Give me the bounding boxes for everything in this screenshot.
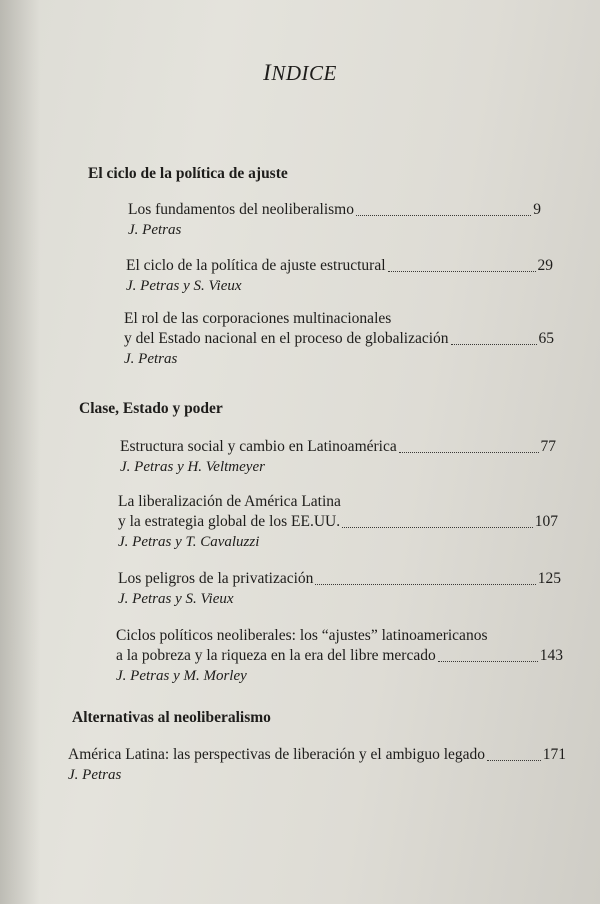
entry-title-continued: y del Estado nacional en el proceso de globalización (124, 330, 449, 347)
entry-title: Ciclos políticos neoliberales: los “ajustes” latinoamericanos (116, 627, 488, 644)
page-shadow (0, 0, 40, 904)
entry-title: Los peligros de la privatización (118, 570, 314, 587)
page-number: 65 (538, 330, 554, 347)
entry-author: J. Petras y H. Veltmeyer (120, 459, 265, 475)
page-number: 9 (533, 201, 541, 218)
dot-leader (356, 215, 531, 216)
dot-leader (451, 344, 537, 345)
toc-entry (118, 569, 561, 609)
toc-entry-line (120, 437, 556, 457)
entry-author: J. Petras y S. Vieux (126, 278, 242, 294)
dot-leader (315, 584, 535, 585)
page-number: 143 (539, 647, 563, 664)
toc-entry-line (124, 329, 554, 349)
entry-title: Estructura social y cambio en Latinoamérica (120, 438, 397, 455)
entry-title: La liberalización de América Latina (118, 493, 341, 510)
toc-entry (128, 200, 541, 240)
section-heading: Clase, Estado y poder (79, 400, 223, 417)
entry-author: J. Petras (68, 767, 122, 783)
entry-author: J. Petras y M. Morley (116, 668, 247, 684)
title-rest: NDICE (271, 61, 337, 85)
dot-leader (399, 452, 539, 453)
toc-entry-line (118, 569, 561, 589)
entry-author: J. Petras (128, 222, 182, 238)
section-heading: Alternativas al neoliberalismo (72, 709, 271, 726)
page-number: 107 (534, 513, 558, 530)
page-number: 125 (537, 570, 561, 587)
toc-entry (120, 437, 556, 477)
dot-leader (438, 661, 538, 662)
page-title (0, 60, 600, 86)
title-initial: I (263, 60, 272, 85)
entry-author: J. Petras y S. Vieux (118, 591, 234, 607)
toc-entry (124, 309, 554, 369)
toc-entry-line (126, 256, 553, 276)
dot-leader (388, 271, 536, 272)
entry-author: J. Petras y T. Cavaluzzi (118, 534, 260, 550)
entry-title-continued: y la estrategia global de los EE.UU. (118, 513, 341, 530)
toc-entry-line (68, 745, 566, 765)
toc-entry (116, 626, 563, 686)
dot-leader (342, 527, 533, 528)
toc-entry-line (118, 512, 558, 532)
toc-entry-line (128, 200, 541, 220)
entry-author: J. Petras (124, 351, 178, 367)
entry-title: Los fundamentos del neoliberalismo (128, 201, 354, 218)
page-number: 29 (537, 257, 553, 274)
toc-entry (68, 745, 566, 785)
page-number: 171 (542, 746, 566, 763)
dot-leader (487, 760, 541, 761)
toc-entry-line (116, 646, 563, 666)
section-heading: El ciclo de la política de ajuste (88, 165, 288, 182)
entry-title: América Latina: las perspectivas de liberación y el ambiguo legado (68, 746, 486, 763)
entry-title: El rol de las corporaciones multinacionales (124, 310, 392, 327)
page-number: 77 (540, 438, 556, 455)
toc-entry (118, 492, 558, 552)
entry-title: El ciclo de la política de ajuste estructural (126, 257, 386, 274)
toc-entry (126, 256, 553, 296)
entry-title-continued: a la pobreza y la riqueza en la era del libre mercado (116, 647, 436, 664)
